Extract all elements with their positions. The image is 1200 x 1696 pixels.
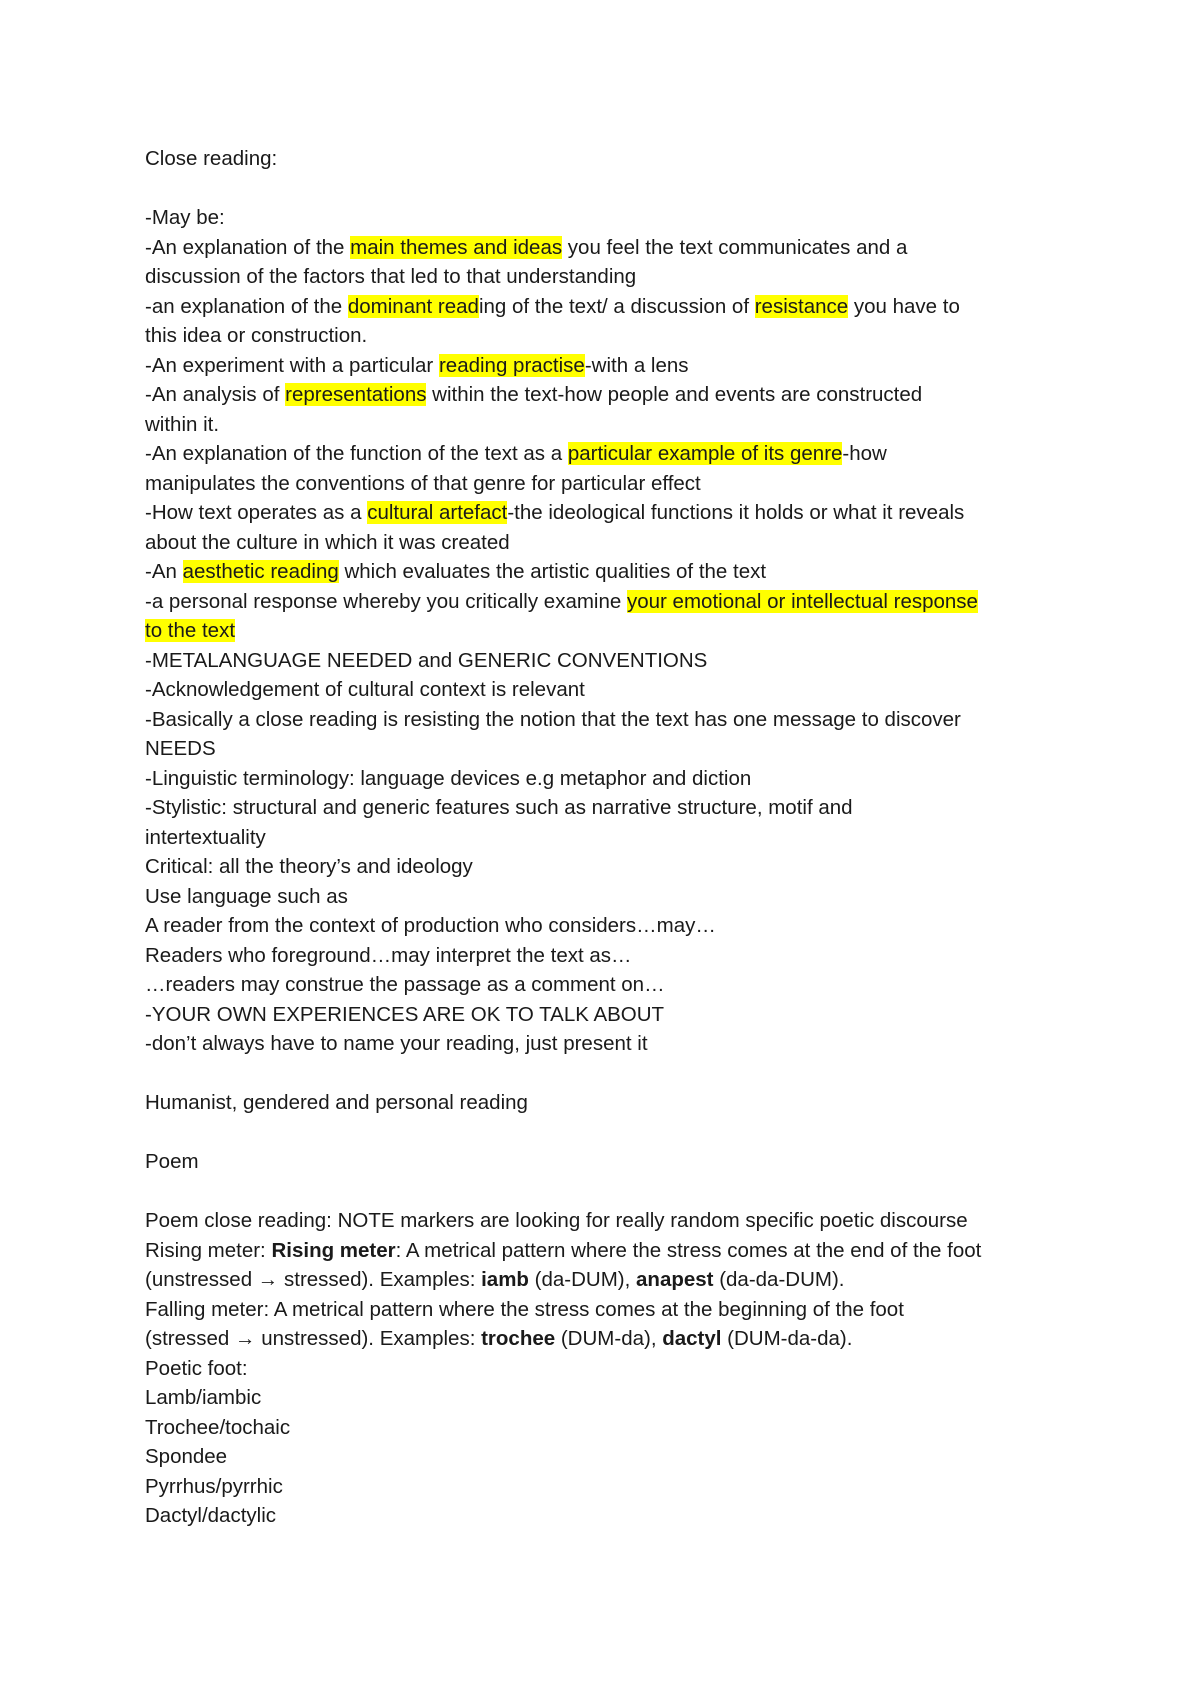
text-line: discussion of the factors that led to that understanding xyxy=(145,265,637,288)
text-line: Poem close reading: NOTE markers are looking for really random specific poetic discourse xyxy=(145,1209,968,1232)
heading-poem: Poem xyxy=(145,1150,199,1173)
list-item: Pyrrhus/pyrrhic xyxy=(145,1474,283,1498)
text-line xyxy=(145,351,1085,381)
highlighted-text: to the text xyxy=(145,619,236,642)
text-line: -Basically a close reading is resisting the notion that the text has one message to discover xyxy=(145,707,961,731)
text-run: -How text operates as a xyxy=(145,501,368,524)
text-line xyxy=(145,498,1085,528)
text-line: intertextuality xyxy=(145,825,266,849)
text-run: : A metrical pattern where the stress comes at the end of the foot xyxy=(395,1238,982,1262)
bold-term: iamb xyxy=(481,1268,529,1291)
highlighted-text: representations xyxy=(285,383,427,406)
blank-line xyxy=(145,1059,1085,1089)
text-line: A reader from the context of production who considers…may… xyxy=(145,914,716,937)
text-run: -with a lens xyxy=(584,353,689,377)
text-line: Critical: all the theory’s and ideology xyxy=(145,855,473,878)
highlighted-text: main themes and ideas xyxy=(350,235,563,259)
text-line: -May be: xyxy=(145,206,225,229)
text-line: NEEDS xyxy=(145,737,216,760)
bold-term: dactyl xyxy=(662,1327,722,1350)
text-line: -Stylistic: structural and generic features such as narrative structure, motif and xyxy=(145,796,853,819)
text-line xyxy=(145,439,1085,469)
list-item: Dactyl/dactylic xyxy=(145,1504,277,1527)
bold-term: trochee xyxy=(481,1327,556,1350)
text-line: -Acknowledgement of cultural context is relevant xyxy=(145,678,585,701)
bold-term: Rising meter xyxy=(271,1238,396,1262)
text-line xyxy=(145,557,1085,587)
text-run: (DUM-da), xyxy=(555,1327,663,1350)
text-run: -An analysis of xyxy=(145,383,286,406)
text-line: Use language such as xyxy=(145,884,348,908)
text-line: within it. xyxy=(145,412,220,436)
text-line xyxy=(145,587,1085,617)
text-line xyxy=(145,292,1085,322)
text-run: -how xyxy=(842,442,887,465)
text-run: -An explanation of the function of the text as a xyxy=(145,442,568,465)
text-run: -An explanation of the xyxy=(145,235,351,259)
text-run: (unstressed → stressed). Examples: xyxy=(145,1268,482,1291)
blank-line xyxy=(145,1118,1085,1148)
highlighted-text: resistance xyxy=(754,294,849,318)
text-line: -don’t always have to name your reading, just present it xyxy=(145,1032,648,1055)
highlighted-text: particular example of its genre xyxy=(567,442,843,465)
text-line: Poetic foot: xyxy=(145,1356,248,1380)
list-item: Trochee/tochaic xyxy=(145,1415,291,1439)
text-run: ing of the text/ a discussion of xyxy=(478,294,755,318)
text-run: -a personal response whereby you critically examine xyxy=(145,589,627,613)
blank-line xyxy=(145,1177,1085,1207)
text-line xyxy=(145,1324,1085,1354)
highlighted-text: your emotional or intellectual response xyxy=(626,589,978,613)
text-run: which evaluates the artistic qualities of the text xyxy=(338,560,767,583)
text-line xyxy=(145,616,1085,646)
list-item: Lamb/iambic xyxy=(145,1386,262,1409)
text-run: within the text-how people and events are constructed xyxy=(426,383,923,406)
text-line xyxy=(145,1236,1085,1266)
text-line: -METALANGUAGE NEEDED and GENERIC CONVENTIONS xyxy=(145,648,708,672)
document-body xyxy=(145,144,1085,1531)
text-run: Rising meter: xyxy=(145,1238,272,1262)
text-run: (da-DUM), xyxy=(528,1268,637,1291)
text-line: manipulates the conventions of that genre for particular effect xyxy=(145,471,701,495)
highlighted-text: dominant read xyxy=(347,294,479,318)
text-line: Readers who foreground…may interpret the text as… xyxy=(145,943,632,967)
text-line: about the culture in which it was created xyxy=(145,530,510,554)
text-run: -An experiment with a particular xyxy=(145,353,439,377)
highlighted-text: cultural artefact xyxy=(367,501,508,524)
text-run: (stressed → unstressed). Examples: xyxy=(145,1327,482,1350)
text-run: (DUM-da-da). xyxy=(721,1327,853,1350)
text-run: -An xyxy=(145,560,183,583)
text-line: …readers may construe the passage as a comment on… xyxy=(145,973,665,996)
highlighted-text: reading practise xyxy=(438,353,585,377)
text-run: you feel the text communicates and a xyxy=(562,235,908,259)
text-line: -Linguistic terminology: language devices e.g metaphor and diction xyxy=(145,766,752,790)
text-run: -the ideological functions it holds or what it reveals xyxy=(507,501,965,524)
text-run: (da-da-DUM). xyxy=(713,1268,845,1291)
text-run: -an explanation of the xyxy=(145,294,348,318)
text-line xyxy=(145,380,1085,410)
text-line: this idea or construction. xyxy=(145,324,368,347)
text-line xyxy=(145,1265,1085,1295)
text-line: Falling meter: A metrical pattern where the stress comes at the beginning of the foot xyxy=(145,1297,904,1321)
text-run: you have to xyxy=(848,294,960,318)
bold-term: anapest xyxy=(636,1268,714,1291)
text-line: Humanist, gendered and personal reading xyxy=(145,1091,528,1114)
blank-line xyxy=(145,174,1085,204)
heading-close-reading: Close reading: xyxy=(145,147,278,170)
list-item: Spondee xyxy=(145,1445,228,1468)
highlighted-text: aesthetic reading xyxy=(182,560,339,583)
text-line: -YOUR OWN EXPERIENCES ARE OK TO TALK ABOUT xyxy=(145,1002,665,1026)
text-line xyxy=(145,233,1085,263)
